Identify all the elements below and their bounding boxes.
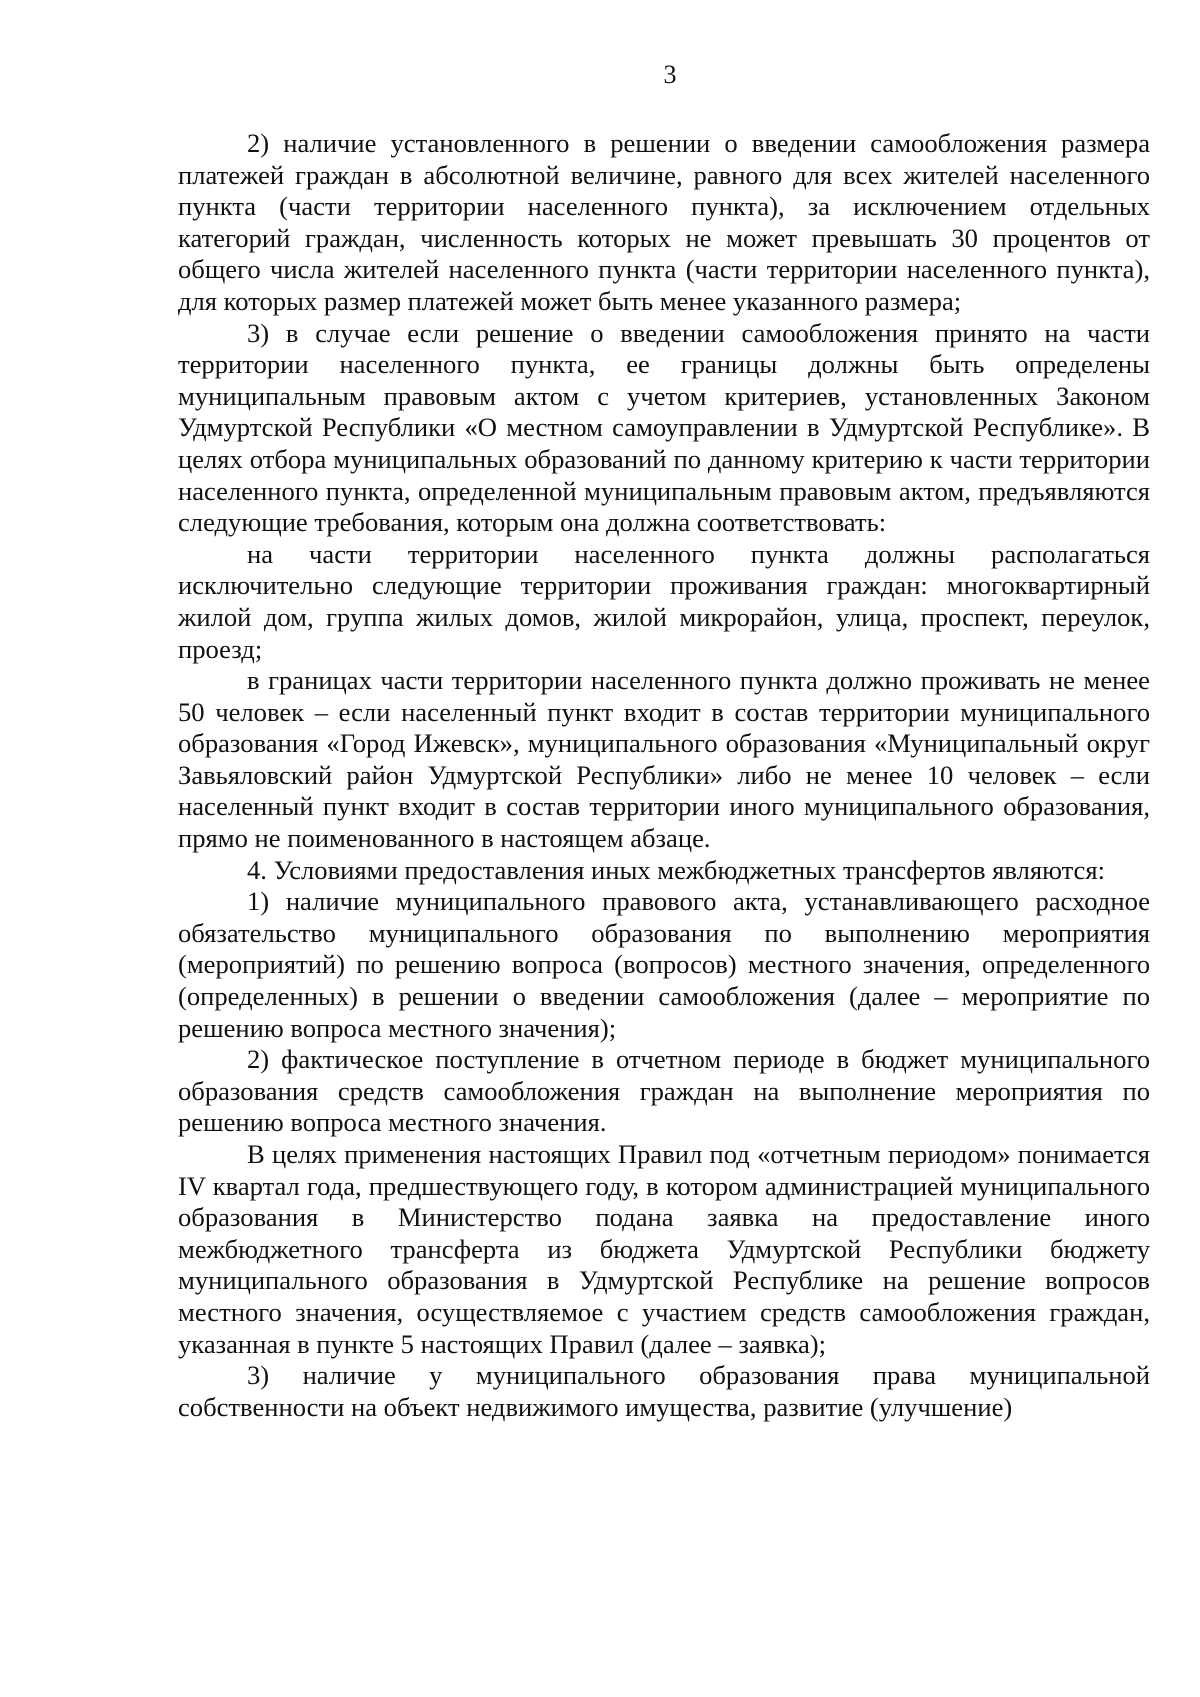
paragraph-section-4-conditions: 4. Условиями предоставления иных межбюджетных трансфертов являются: (247, 854, 1105, 885)
paragraph-territory-types: на части территории населенного пункта должны располагаться исключительно следующие территории проживания граждан: многоквартирный жилой дом, группа жилых домов, жилой микрорайон, улица, проспект, переулок, проезд; (178, 538, 1150, 664)
paragraph-population-threshold: в границах части территории населенного пункта должно проживать не менее 50 человек – если населенный пункт входит в состав территории муниципального образования «Город Ижевск», муниципального образования «Муниципальный округ Завьяловский район Удмуртской Республики» либо не менее 10 человек – если населенный пункт входит в состав территории иного муниципального образования, прямо не поименованного в настоящем абзаце. (178, 665, 1150, 854)
paragraph-condition-1-legal-act: 1) наличие муниципального правового акта, устанавливающего расходное обязательство муниципального образования по выполнению мероприятия (мероприятий) по решению вопроса (вопросов) местного значения, определенного (определенных) в решении о введении самообложения (далее – мероприятие по решению вопроса местного значения); (178, 886, 1150, 1043)
paragraph-item-2-payment-size: 2) наличие установленного в решении о введении самообложения размера платежей граждан в абсолютной величине, равного для всех жителей населенного пункта (части территории населенного пункта), за исключением отдельных категорий граждан, численность которых не может превышать 30 процентов от общего числа жителей населенного пункта (части территории населенного пункта), для которых размер платежей может быть менее указанного размера; (178, 128, 1150, 316)
page-number: 3 (663, 60, 677, 89)
paragraph-condition-2-receipt: 2) фактическое поступление в отчетном периоде в бюджет муниципального образования средств самообложения граждан на выполнение мероприятия по решению вопроса местного значения. (178, 1044, 1150, 1138)
paragraph-item-3-territory-borders: 3) в случае если решение о введении самообложения принято на части территории населенного пункта, ее границы должны быть определены муниципальным правовым актом с учетом критериев, установленных Законом Удмуртской Республики «О местном самоуправлении в Удмуртской Республике». В целях отбора муниципальных образований по данному критерию к части территории населенного пункта, определенной муниципальным правовым актом, предъявляются следующие требования, которым она должна соответствовать: (178, 317, 1150, 538)
paragraph-reporting-period: В целях применения настоящих Правил под «отчетным периодом» понимается IV квартал года, предшествующего году, в котором администрацией муниципального образования в Министерство подана заявка на предоставление иного межбюджетного трансферта из бюджета Удмуртской Республики бюджету муниципального образования в Удмуртской Республике на решение вопросов местного значения, осуществляемое с участием средств самообложения граждан, указанная в пункте 5 настоящих Правил (далее – заявка); (178, 1139, 1150, 1359)
document-body (178, 128, 1150, 1423)
paragraph-condition-3-ownership: 3) наличие у муниципального образования права муниципальной собственности на объект недвижимого имущества, развитие (улучшение) (178, 1360, 1150, 1422)
